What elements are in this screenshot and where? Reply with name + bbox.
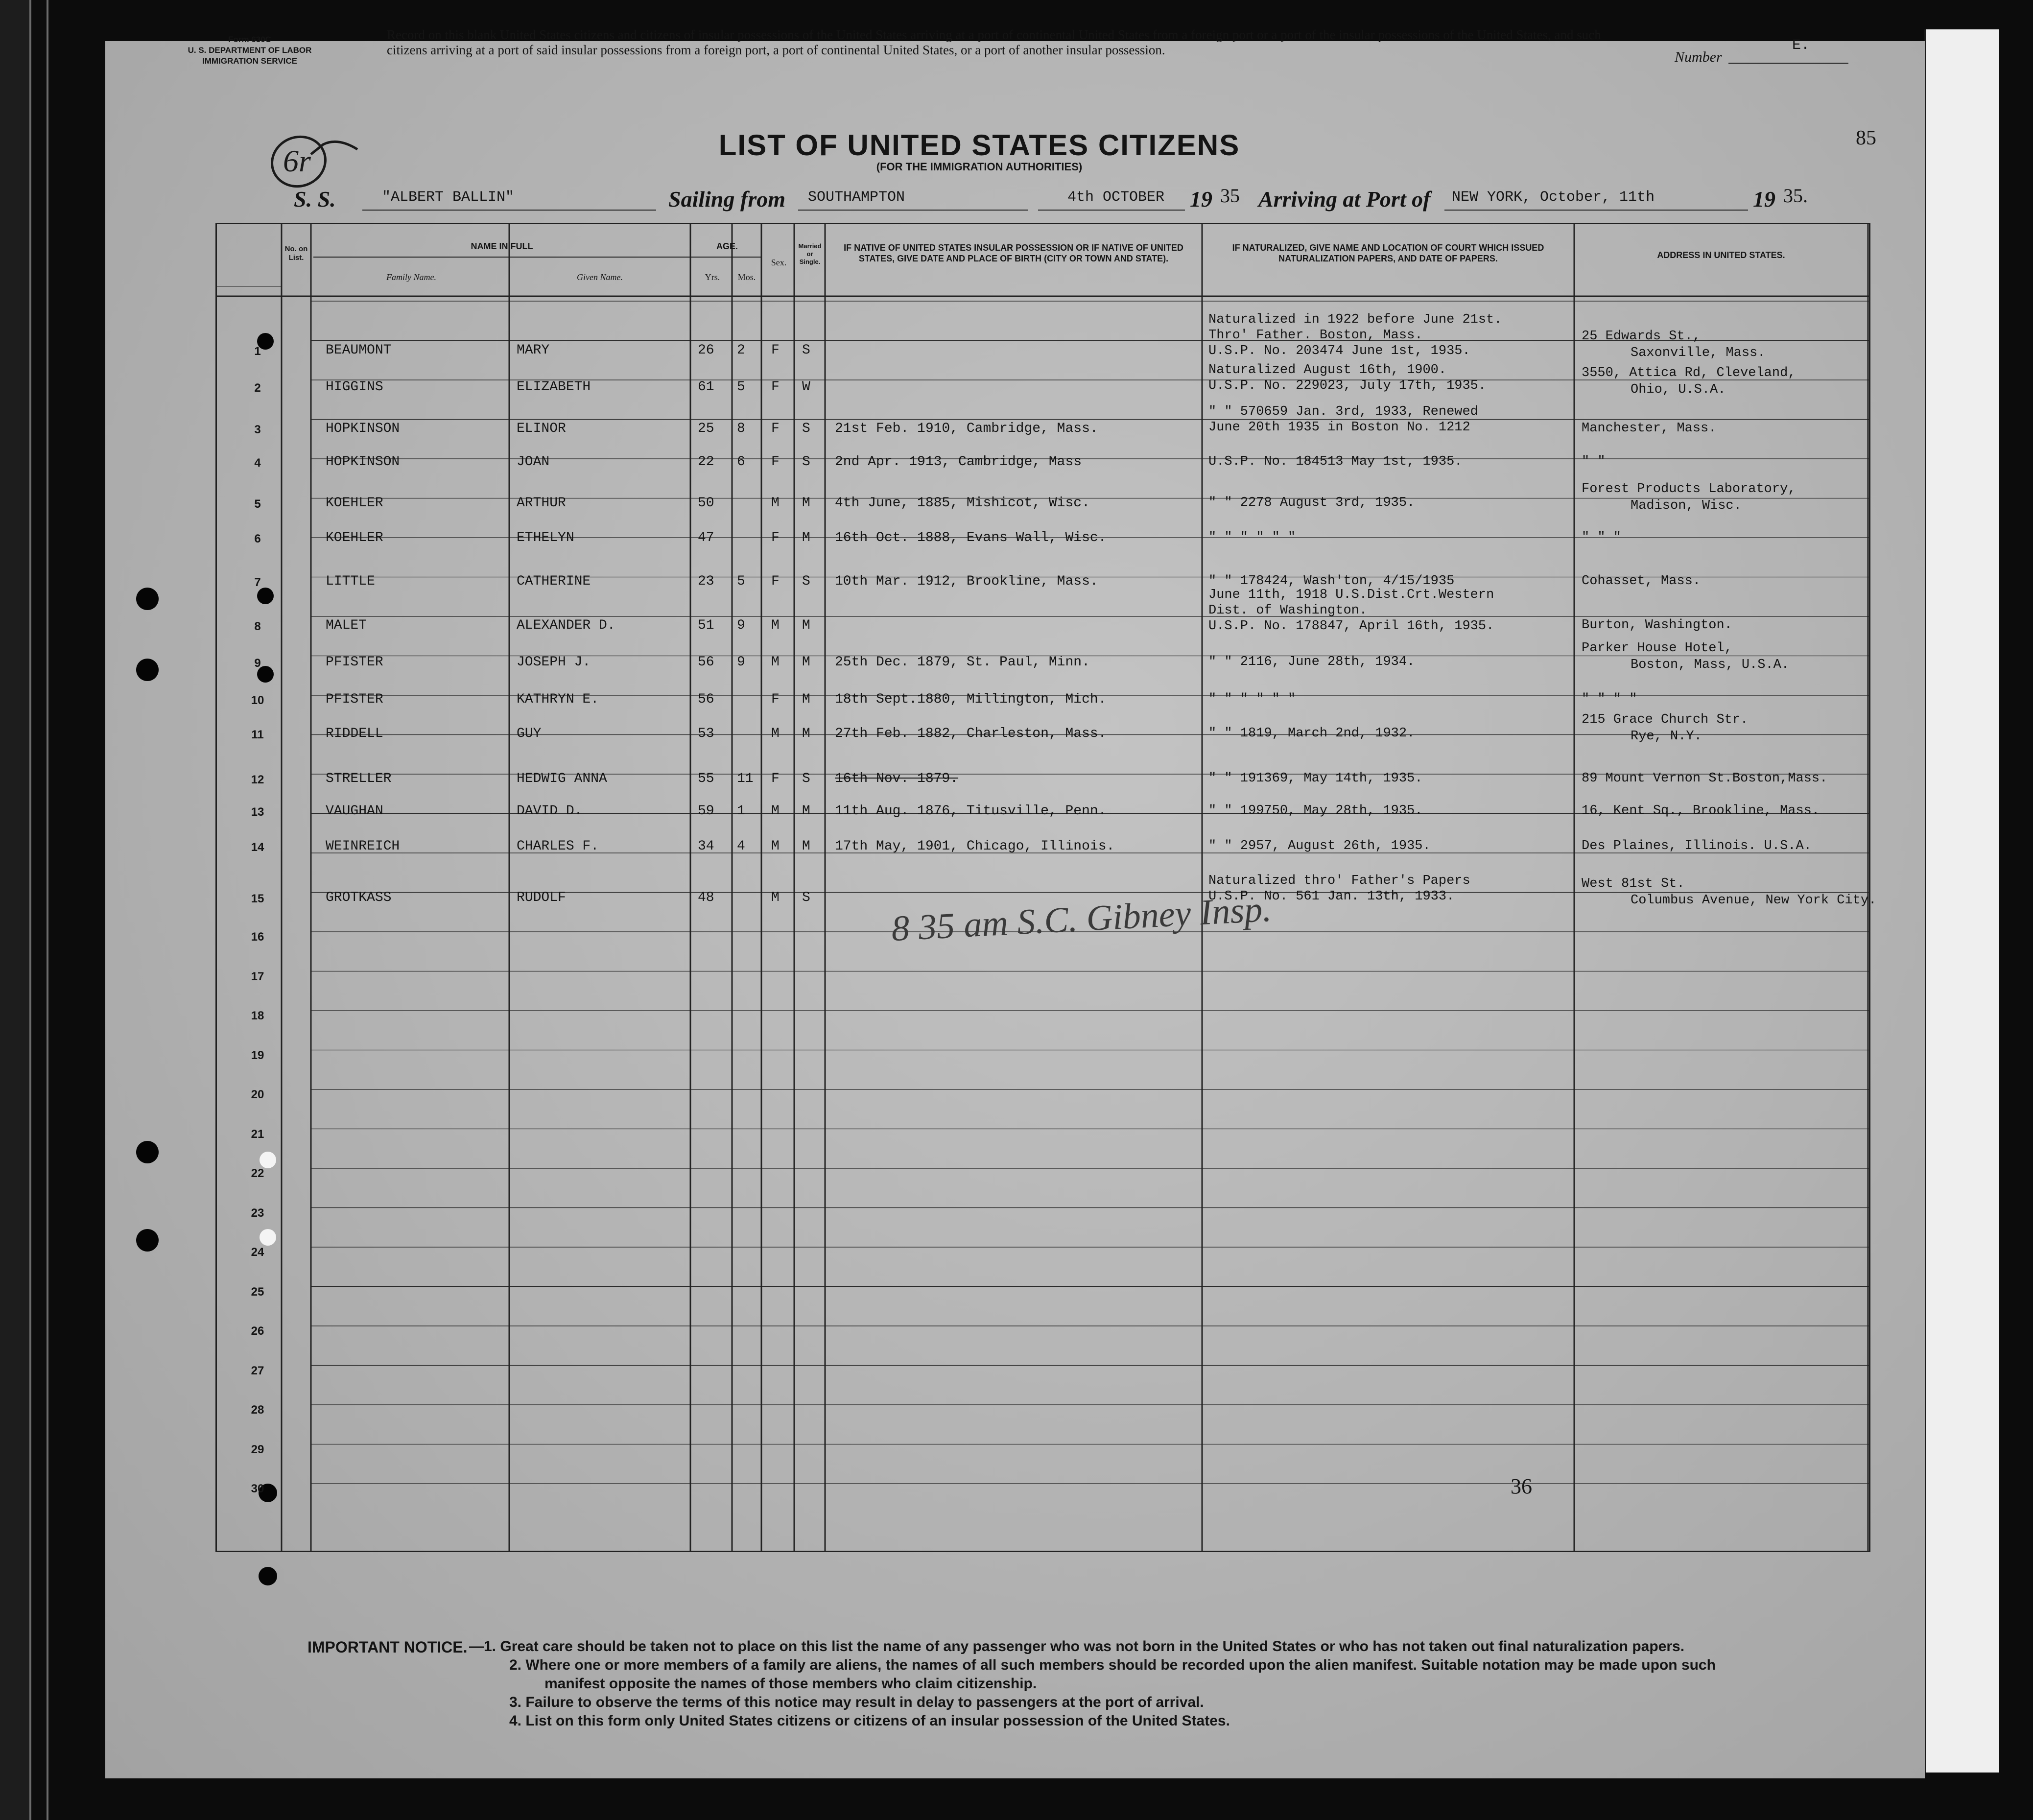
marital-status: M (802, 804, 810, 819)
row-number: 14 (251, 841, 264, 854)
family-name: GROTKASS (326, 890, 392, 905)
birth-date-place: 16th Oct. 1888, Evans Wall, Wisc. (835, 530, 1107, 545)
given-name: RUDOLF (517, 890, 566, 905)
marital-status: M (802, 530, 810, 545)
naturalization-line: Dist. of Washington. (1208, 603, 1368, 618)
sex: M (771, 655, 780, 670)
family-name: KOEHLER (326, 496, 383, 511)
family-name: PFISTER (326, 692, 383, 707)
given-name: CHARLES F. (517, 839, 599, 854)
address-line: 16, Kent Sq., Brookline, Mass. (1582, 804, 1820, 818)
age-years: 59 (698, 804, 714, 819)
ship-line (362, 210, 656, 211)
given-name: HEDWIG ANNA (517, 771, 607, 786)
row-number: 17 (251, 970, 264, 983)
row-number: 12 (251, 773, 264, 786)
punch-hole (136, 659, 159, 681)
row-number: 4 (254, 456, 261, 470)
birth-date-place: 21st Feb. 1910, Cambridge, Mass. (835, 421, 1098, 436)
marital-status: M (802, 496, 810, 511)
binding-line (29, 0, 31, 1820)
sailing-date-line (1038, 210, 1185, 211)
marital-status: M (802, 618, 810, 633)
header-naturalized: IF NATURALIZED, GIVE NAME AND LOCATION OF COURT WHICH ISSUED NATURALIZATION PAPERS, AND DATE OF PAPERS. (1232, 243, 1544, 263)
age-years: 50 (698, 496, 714, 511)
row-number: 18 (251, 1009, 264, 1022)
age-months: 6 (737, 454, 745, 470)
birth-date-place: 18th Sept.1880, Millington, Mich. (835, 692, 1107, 707)
address-line: Ohio, U.S.A. (1631, 382, 1726, 397)
notice-title: IMPORTANT NOTICE. (307, 1638, 468, 1656)
naturalization-line: " " " " " " (1208, 530, 1296, 545)
handwritten-mark-text: 6r (283, 143, 311, 178)
naturalization-line: Naturalized August 16th, 1900. (1208, 363, 1447, 378)
family-name: RIDDELL (326, 726, 383, 741)
header-no: No. on List. (284, 245, 308, 262)
sex: M (771, 618, 780, 633)
given-name: GUY (517, 726, 542, 741)
age-years: 47 (698, 530, 714, 545)
sex: F (771, 530, 780, 545)
naturalization-line: U.S.P. No. 184513 May 1st, 1935. (1208, 454, 1463, 469)
given-name: ARTHUR (517, 496, 566, 511)
naturalization-line: " " 1819, March 2nd, 1932. (1208, 726, 1415, 741)
address-line: Rye, N.Y. (1631, 729, 1702, 744)
sailing-port-line (798, 210, 1028, 211)
naturalization-line: " " 199750, May 28th, 1935. (1208, 804, 1423, 818)
address-line: 89 Mount Vernon St.Boston,Mass. (1582, 771, 1828, 786)
sex: M (771, 496, 780, 511)
address-line: Parker House Hotel, (1582, 641, 1732, 656)
given-name: ALEXANDER D. (517, 618, 615, 633)
sailing-label: Sailing from (668, 187, 786, 212)
age-months: 5 (737, 379, 745, 395)
punch-hole (259, 1567, 277, 1585)
sex: F (771, 454, 780, 470)
age-years: 34 (698, 839, 714, 854)
sex: M (771, 804, 780, 819)
naturalization-line: " " " " " " (1208, 692, 1296, 707)
header-native: IF NATIVE OF UNITED STATES INSULAR POSSESSION OR IF NATIVE OF UNITED STATES, GIVE DATE AND PLACE OF BIRTH (CITY OR TOWN AND STATE). (844, 243, 1183, 263)
address-line: Des Plaines, Illinois. U.S.A. (1582, 839, 1812, 853)
family-name: BEAUMONT (326, 343, 392, 358)
age-years: 56 (698, 655, 714, 670)
birth-date-place: 17th May, 1901, Chicago, Illinois. (835, 839, 1115, 854)
form-number: Form 630C (228, 35, 271, 44)
address-line: Boston, Mass, U.S.A. (1631, 658, 1790, 672)
marital-status: M (802, 726, 810, 741)
marital-status: M (802, 655, 810, 670)
age-months: 5 (737, 574, 745, 589)
family-name: HOPKINSON (326, 454, 400, 470)
arrival-line (1444, 210, 1748, 211)
age-months: 2 (737, 343, 745, 358)
given-name: ETHELYN (517, 530, 574, 545)
birth-date-place: 16th Nov. 1879. (835, 771, 959, 786)
age-years: 25 (698, 421, 714, 436)
sex: M (771, 890, 780, 905)
row-number: 3 (254, 423, 261, 436)
sex: F (771, 574, 780, 589)
form-department: U. S. DEPARTMENT OF LABOR (188, 46, 312, 55)
age-months: 9 (737, 618, 745, 633)
punch-hole (136, 1141, 159, 1163)
header-yrs: Yrs. (705, 272, 720, 282)
birth-date-place: 11th Aug. 1876, Titusville, Penn. (835, 804, 1107, 819)
page-title: LIST OF UNITED STATES CITIZENS (718, 129, 1240, 162)
address-line: West 81st St. (1582, 876, 1685, 891)
row-number: 28 (251, 1403, 264, 1417)
family-name: HIGGINS (326, 379, 383, 395)
inspector-signature: 8 35 am S.C. Gibney Insp. (890, 889, 1273, 949)
birth-date-place: 25th Dec. 1879, St. Paul, Minn. (835, 655, 1090, 670)
marital-status: S (802, 890, 810, 905)
punch-hole (136, 1229, 159, 1252)
address-line: " " " " (1582, 692, 1637, 707)
sex: M (771, 839, 780, 854)
ship-name: "ALBERT BALLIN" (382, 189, 515, 206)
handwritten-mark (264, 127, 362, 196)
row-number: 5 (254, 497, 261, 511)
age-months: 11 (737, 771, 754, 786)
form-instructions: Record on this blank United States citizens and citizens of insular possessions of the United States arriving at a port of continental United States from a foreign port or a port of the insular possessions of the United States, and such citizens arriving at a port of said insular possessions from a foreign port, a port of continental United States, or a port of another insular possession. (387, 27, 1601, 57)
header-sex: Sex. (771, 258, 787, 267)
row-number: 23 (251, 1206, 264, 1220)
age-years: 55 (698, 771, 714, 786)
birth-date-place: 10th Mar. 1912, Brookline, Mass. (835, 574, 1098, 589)
age-months: 9 (737, 655, 745, 670)
header-age: AGE. (716, 241, 738, 251)
naturalization-line: " " 570659 Jan. 3rd, 1933, Renewed (1208, 404, 1478, 419)
ss-label: S. S. (294, 187, 336, 212)
family-name: HOPKINSON (326, 421, 400, 436)
given-name: JOSEPH J. (517, 655, 591, 670)
row-number: 24 (251, 1246, 264, 1259)
address-line: 3550, Attica Rd, Cleveland, (1582, 366, 1796, 380)
arriving-label: Arriving at Port of (1258, 187, 1431, 212)
row-number: 9 (254, 657, 261, 670)
sex: F (771, 421, 780, 436)
row-number: 29 (251, 1443, 264, 1456)
row-number: 21 (251, 1128, 264, 1141)
sailing-date: 4th OCTOBER (1067, 189, 1165, 206)
naturalization-line: June 20th 1935 in Boston No. 1212 (1208, 420, 1470, 435)
address-line: Burton, Washington. (1582, 618, 1732, 633)
page-number: 85 (1856, 127, 1876, 149)
age-months: 1 (737, 804, 745, 819)
birth-date-place: 27th Feb. 1882, Charleston, Mass. (835, 726, 1107, 741)
given-name: ELINOR (517, 421, 566, 436)
header-married: Married or Single. (798, 242, 822, 265)
family-name: WEINREICH (326, 839, 400, 854)
naturalization-line: Thro' Father. Boston, Mass. (1208, 328, 1423, 343)
sailing-year: 35 (1220, 185, 1240, 207)
marital-status: M (802, 692, 810, 707)
sex: F (771, 343, 780, 358)
age-years: 26 (698, 343, 714, 358)
row-number: 8 (254, 620, 261, 633)
row-number: 19 (251, 1049, 264, 1062)
given-name: CATHERINE (517, 574, 591, 589)
naturalization-line: " " 2278 August 3rd, 1935. (1208, 496, 1415, 510)
sex: F (771, 379, 780, 395)
age-years: 22 (698, 454, 714, 470)
age-months: 8 (737, 421, 745, 436)
sailing-year-prefix: 19 (1190, 187, 1212, 212)
naturalization-line: U.S.P. No. 178847, April 16th, 1935. (1208, 619, 1494, 634)
naturalization-line: U.S.P. No. 561 Jan. 13th, 1933. (1208, 889, 1455, 904)
notice-item-2: 2. Where one or more members of a family are aliens, the names of all such members should be recorded upon the alien manifest. Suitable notation may be made upon such (509, 1657, 1716, 1673)
age-years: 23 (698, 574, 714, 589)
age-months: 4 (737, 839, 745, 854)
age-years: 51 (698, 618, 714, 633)
punch-hole (136, 588, 159, 610)
number-label: Number (1675, 49, 1722, 65)
birth-date-place: 4th June, 1885, Mishicot, Wisc. (835, 496, 1090, 511)
naturalization-line: Naturalized in 1922 before June 21st. (1208, 312, 1502, 327)
naturalization-line: Naturalized thro' Father's Papers (1208, 874, 1470, 888)
row-number: 27 (251, 1364, 264, 1377)
address-line: Saxonville, Mass. (1631, 346, 1766, 360)
given-name: JOAN (517, 454, 550, 470)
marital-status: W (802, 379, 810, 395)
given-name: DAVID D. (517, 804, 583, 819)
page-subtitle: (FOR THE IMMIGRATION AUTHORITIES) (876, 161, 1083, 173)
naturalization-line: " " 2957, August 26th, 1935. (1208, 839, 1431, 853)
address-line: Columbus Avenue, New York City. (1631, 893, 1877, 908)
address-line: " " (1582, 454, 1606, 469)
row-number: 7 (254, 576, 261, 589)
sex: F (771, 771, 780, 786)
row-number: 26 (251, 1324, 264, 1338)
naturalization-line: U.S.P. No. 229023, July 17th, 1935. (1208, 378, 1487, 393)
arrival-port: NEW YORK, October, 11th (1452, 189, 1655, 206)
row-number: 6 (254, 532, 261, 545)
form-identifier (147, 34, 353, 67)
handwritten-mark-icon (264, 127, 362, 196)
family-name: LITTLE (326, 574, 375, 589)
notice-item-2-cont: manifest opposite the names of those members who claim citizenship. (544, 1676, 1037, 1692)
family-name: MALET (326, 618, 367, 633)
age-years: 61 (698, 379, 714, 395)
row-number: 16 (251, 930, 264, 944)
notice-item-4: 4. List on this form only United States citizens or citizens of an insular possession of the United States. (509, 1713, 1230, 1729)
row-number: 15 (251, 892, 264, 905)
arrival-year: 35. (1783, 185, 1808, 207)
row-number: 22 (251, 1167, 264, 1180)
address-line: 25 Edwards St., (1582, 329, 1701, 344)
family-name: PFISTER (326, 655, 383, 670)
given-name: MARY (517, 343, 550, 358)
header-given: Given Name. (577, 272, 623, 282)
marital-status: S (802, 574, 810, 589)
marital-status: S (802, 454, 810, 470)
given-name: ELIZABETH (517, 379, 591, 395)
row-number: 1 (254, 345, 261, 358)
naturalization-line: June 11th, 1918 U.S.Dist.Crt.Western (1208, 588, 1494, 602)
family-name: STRELLER (326, 771, 392, 786)
header-name: NAME IN FULL (471, 241, 533, 251)
number-value: E. (1792, 37, 1810, 54)
row-number: 13 (251, 805, 264, 819)
row-number: 11 (251, 728, 264, 741)
number-line (1728, 63, 1848, 64)
marital-status: S (802, 771, 810, 786)
arrival-year-prefix: 19 (1753, 187, 1775, 212)
naturalization-line: " " 2116, June 28th, 1934. (1208, 655, 1415, 669)
address-line: Cohasset, Mass. (1582, 574, 1701, 589)
age-years: 48 (698, 890, 714, 905)
family-name: VAUGHAN (326, 804, 383, 819)
sex: F (771, 692, 780, 707)
naturalization-line: " " 178424, Wash'ton, 4/15/1935 (1208, 574, 1455, 589)
binding-line (47, 0, 48, 1820)
sailing-port: SOUTHAMPTON (808, 189, 905, 206)
address-line: 215 Grace Church Str. (1582, 712, 1749, 727)
sex: M (771, 726, 780, 741)
header-mos: Mos. (737, 272, 756, 282)
marital-status: M (802, 839, 810, 854)
header-address: ADDRESS IN UNITED STATES. (1657, 250, 1785, 260)
header-family: Family Name. (386, 272, 436, 282)
row-number: 25 (251, 1285, 264, 1299)
given-name: KATHRYN E. (517, 692, 599, 707)
row-number: 30 (251, 1482, 264, 1495)
bottom-number: 36 (1511, 1474, 1532, 1498)
birth-date-place: 2nd Apr. 1913, Cambridge, Mass (835, 454, 1082, 470)
age-years: 53 (698, 726, 714, 741)
row-number: 2 (254, 381, 261, 395)
form-service: IMMIGRATION SERVICE (202, 56, 297, 66)
address-line: Manchester, Mass. (1582, 421, 1717, 436)
binding-edge (0, 0, 29, 1820)
naturalization-line: U.S.P. No. 203474 June 1st, 1935. (1208, 344, 1470, 358)
naturalization-line: " " 191369, May 14th, 1935. (1208, 771, 1423, 786)
address-line: Madison, Wisc. (1631, 498, 1742, 513)
family-name: KOEHLER (326, 530, 383, 545)
row-number: 20 (251, 1088, 264, 1101)
right-paper-leaf (1924, 29, 1999, 1773)
notice-item-3: 3. Failure to observe the terms of this notice may result in delay to passengers at the port of arrival. (509, 1694, 1204, 1710)
address-line: " " " (1582, 530, 1622, 545)
notice-item-1: —1. Great care should be taken not to place on this list the name of any passenger who was not born in the United States or who has not taken out final naturalization papers. (469, 1638, 1685, 1655)
marital-status: S (802, 421, 810, 436)
row-number: 10 (251, 694, 264, 707)
marital-status: S (802, 343, 810, 358)
age-years: 56 (698, 692, 714, 707)
address-line: Forest Products Laboratory, (1582, 482, 1796, 496)
